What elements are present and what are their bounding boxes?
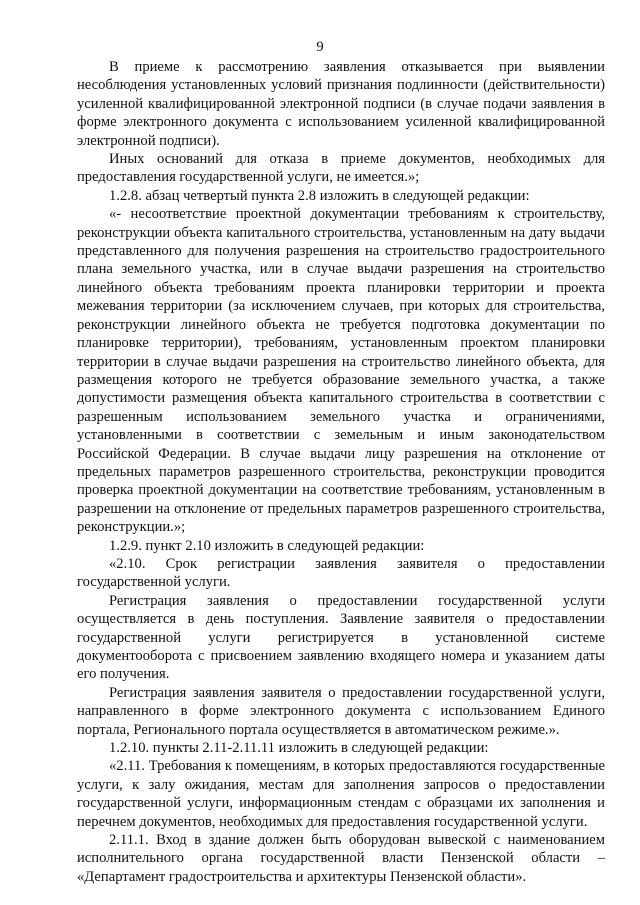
document-body [77,58,605,886]
paragraph-no-other-grounds: Иных оснований для отказа в приеме документов, необходимых для предоставления государственной услуги, не имеется.»; [77,151,605,186]
page-number: 9 [316,39,324,55]
paragraph-project-documentation: «- несоответствие проектной документации требованиям к строительству, реконструкции объекта капитального строительства, установленным на дату выдачи представленного для получения разрешения на строительство градостроительного плана земельного участка, или в случае выдачи разрешения на строительство линейного объекта требованиям проекта планировки территории и проекта межевания территории (за исключением случаев, при которых для строительства, реконструкции линейного объекта не требуется подготовка документации по планировке территории), требованиям, установленным проектом планировки территории в случае выдачи разрешения на строительство линейного объекта, для размещения которого не требуется образование земельного участка, а также допустимости размещения объекта капитального строительства в соответствии с разрешенным использованием земельного участка и ограничениями, установленными в соответствии с земельным и иным законодательством Российской Федерации. В случае выдачи лицу разрешения на отклонение от предельных параметров разрешенного строительства, реконструкции проводится проверка проектной документации на соответствие требованиям, установленным в разрешении на отклонение от предельных параметров разрешенного строительства, реконструкции.»; [77,206,605,536]
paragraph-refusal-signature: В приеме к рассмотрению заявления отказывается при выявлении несоблюдения установленных условий признания подлинности (действительности) усиленной квалифицированной электронной подписи (в случае подачи заявления в форме электронного документа с использованием усиленной квалифицированной электронной подписи). [77,59,605,149]
paragraph-2-11-1: 2.11.1. Вход в здание должен быть оборудован вывеской с наименованием исполнительного органа государственной власти Пензенской области – «Департамент градостроительства и архитектуры Пензенской области». [77,832,605,885]
paragraph-2-10: «2.10. Срок регистрации заявления заявителя о предоставлении государственной услуги. [77,555,605,591]
paragraph-registration: Регистрация заявления о предоставлении государственной услуги осуществляется в день поступления. Заявление заявителя о предоставлении государственной услуги регистрируется в установленной системе документооборота с присвоением заявлению входящего номера и указанием даты его получения. [77,592,605,683]
paragraph-1-2-10-heading: 1.2.10. пункты 2.11-2.11.11 изложить в следующей редакции: [109,740,489,757]
paragraph-2-11: «2.11. Требования к помещениям, в которых предоставляются государственные услуги, к залу ожидания, местам для заполнения запросов о предоставлении государственной услуги, информационным стендам с образцами их заполнения и перечнем документов, необходимых для предоставления государственной услуги. [77,758,605,830]
paragraph-1-2-8-heading: 1.2.8. абзац четвертый пункта 2.8 изложить в следующей редакции: [109,187,530,204]
paragraph-1-2-9-heading: 1.2.9. пункт 2.10 изложить в следующей редакции: [109,537,425,554]
paragraph-electronic-registration: Регистрация заявления заявителя о предоставлении государственной услуги, направленного в форме электронного документа с использованием Единого портала, Регионального портала осуществляется в автоматическом режиме.». [77,684,605,738]
